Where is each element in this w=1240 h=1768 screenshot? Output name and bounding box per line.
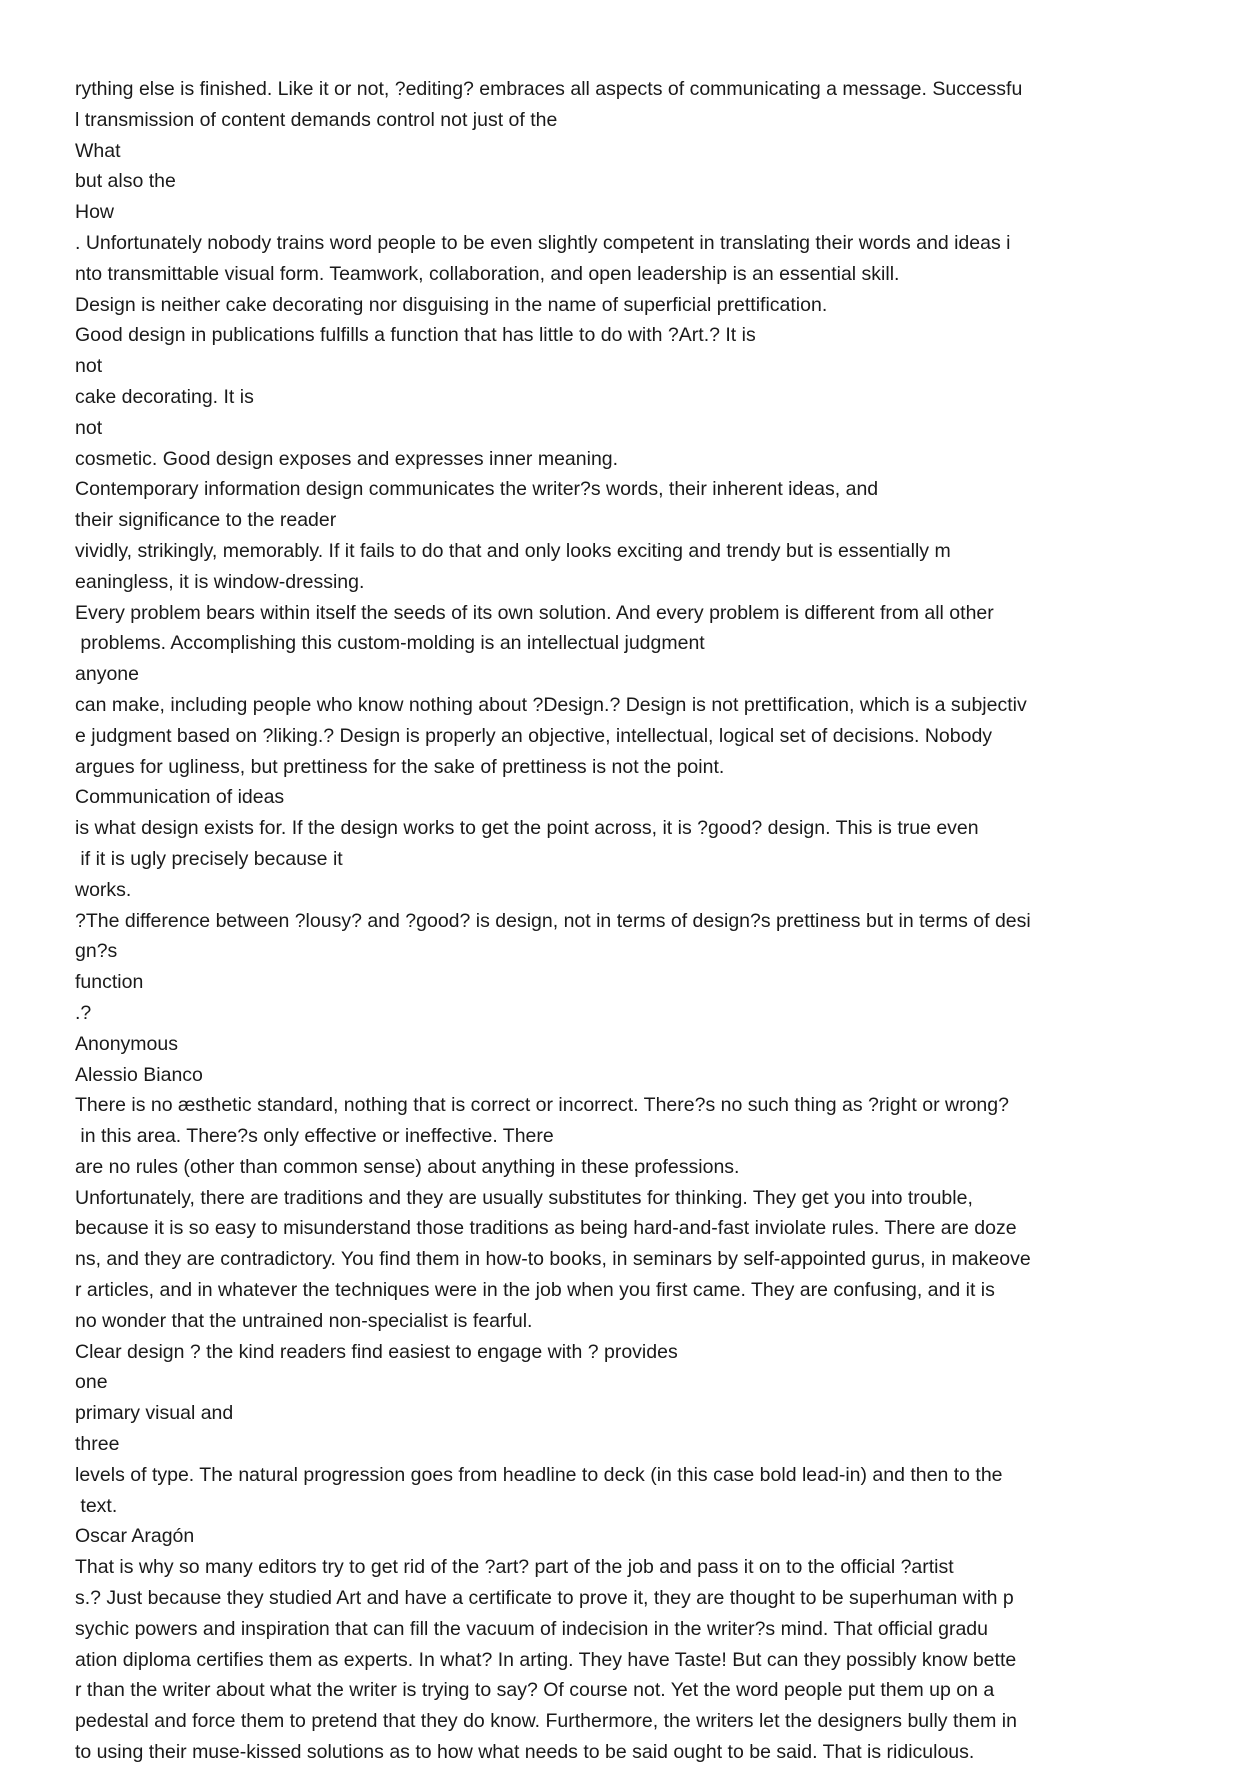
text-line: works. [75, 878, 132, 901]
text-line: Unfortunately, there are traditions and they are usually substitutes for thinking. They get you into trouble, [75, 1186, 973, 1209]
text-line: can make, including people who know nothing about ?Design.? Design is not prettification, which is a subjectiv [75, 693, 1027, 716]
text-line: is what design exists for. If the design works to get the point across, it is ?good? design. This is true even [75, 817, 979, 840]
text-line: eaningless, it is window-dressing. [75, 570, 365, 593]
text-line: ation diploma certifies them as experts. In what? In arting. They have Taste! But can they possibly know bette [75, 1648, 1017, 1671]
document-body [75, 74, 1195, 1768]
text-line: e judgment based on ?liking.? Design is properly an objective, intellectual, logical set of decisions. Nobody [75, 724, 993, 747]
text-line: gn?s [75, 940, 118, 963]
text-line: r than the writer about what the writer is trying to say? Of course not. Yet the word people put them up on a [75, 1679, 995, 1702]
text-line: text. [75, 1494, 118, 1517]
text-line: but also the [75, 170, 176, 193]
text-line: pedestal and force them to pretend that they do know. Furthermore, the writers let the designers bully them in [75, 1710, 1017, 1733]
text-line: Contemporary information design communicates the writer?s words, their inherent ideas, and [75, 478, 879, 501]
text-line: anyone [75, 663, 139, 686]
text-line: are no rules (other than common sense) about anything in these professions. [75, 1155, 740, 1178]
text-line: problems. Accomplishing this custom-molding is an intellectual judgment [75, 632, 705, 655]
text-line: s.? Just because they studied Art and have a certificate to prove it, they are thought to be superhuman with p [75, 1587, 1014, 1610]
text-line: not [75, 355, 103, 378]
text-line: no wonder that the untrained non-specialist is fearful. [75, 1309, 533, 1332]
text-line: ns, and they are contradictory. You find them in how-to books, in seminars by self-appointed gurus, in makeove [75, 1248, 1031, 1271]
text-line: Good design in publications fulfills a function that has little to do with ?Art.? It is [75, 324, 756, 347]
author-name: Oscar Aragón [75, 1525, 195, 1548]
text-line: ?The difference between ?lousy? and ?good? is design, not in terms of design?s prettiness but in terms of desi [75, 909, 1031, 932]
text-line: Design is neither cake decorating nor disguising in the name of superficial prettification. [75, 293, 828, 316]
text-line: cosmetic. Good design exposes and expresses inner meaning. [75, 447, 619, 470]
text-line: r articles, and in whatever the techniques were in the job when you first came. They are confusing, and it is [75, 1279, 995, 1302]
text-line: their significance to the reader [75, 509, 337, 532]
text-line: How [75, 201, 115, 224]
text-line: argues for ugliness, but prettiness for the sake of prettiness is not the point. [75, 755, 725, 778]
text-line: to using their muse-kissed solutions as to how what needs to be said ought to be said. That is ridiculous. [75, 1741, 975, 1764]
text-line: Communication of ideas [75, 786, 285, 809]
text-line: That is why so many editors try to get rid of the ?art? part of the job and pass it on to the official ?artist [75, 1556, 954, 1579]
text-line: three [75, 1433, 120, 1456]
text-line: if it is ugly precisely because it [75, 847, 343, 870]
text-line: one [75, 1371, 108, 1394]
author-name: Alessio Bianco [75, 1063, 203, 1086]
text-line: levels of type. The natural progression goes from headline to deck (in this case bold lead-in) and then to the [75, 1463, 1003, 1486]
text-line: nto transmittable visual form. Teamwork, collaboration, and open leadership is an essential skill. [75, 262, 900, 285]
text-line: in this area. There?s only effective or ineffective. There [75, 1125, 554, 1148]
text-line: . Unfortunately nobody trains word people to be even slightly competent in translating their words and ideas i [75, 231, 1011, 254]
text-line: not [75, 416, 103, 439]
text-line: cake decorating. It is [75, 385, 254, 408]
text-line: primary visual and [75, 1402, 234, 1425]
text-line: .? [75, 1001, 92, 1024]
text-line: What [75, 139, 121, 162]
text-line: l transmission of content demands control not just of the [75, 108, 558, 131]
text-line: function [75, 971, 144, 994]
text-line: rything else is finished. Like it or not, ?editing? embraces all aspects of communicating a message. Successfu [75, 78, 1023, 100]
text-line: Clear design ? the kind readers find easiest to engage with ? provides [75, 1340, 678, 1363]
text-line: sychic powers and inspiration that can fill the vacuum of indecision in the writer?s mind. That official gradu [75, 1617, 988, 1640]
text-line: because it is so easy to misunderstand those traditions as being hard-and-fast inviolate rules. There are doze [75, 1217, 1017, 1240]
text-line: vividly, strikingly, memorably. If it fails to do that and only looks exciting and trendy but is essentially m [75, 539, 951, 562]
text-line: Every problem bears within itself the seeds of its own solution. And every problem is different from all other [75, 601, 994, 624]
author-name: Anonymous [75, 1032, 178, 1055]
text-line: There is no æsthetic standard, nothing that is correct or incorrect. There?s no such thing as ?right or wrong? [75, 1094, 1009, 1117]
